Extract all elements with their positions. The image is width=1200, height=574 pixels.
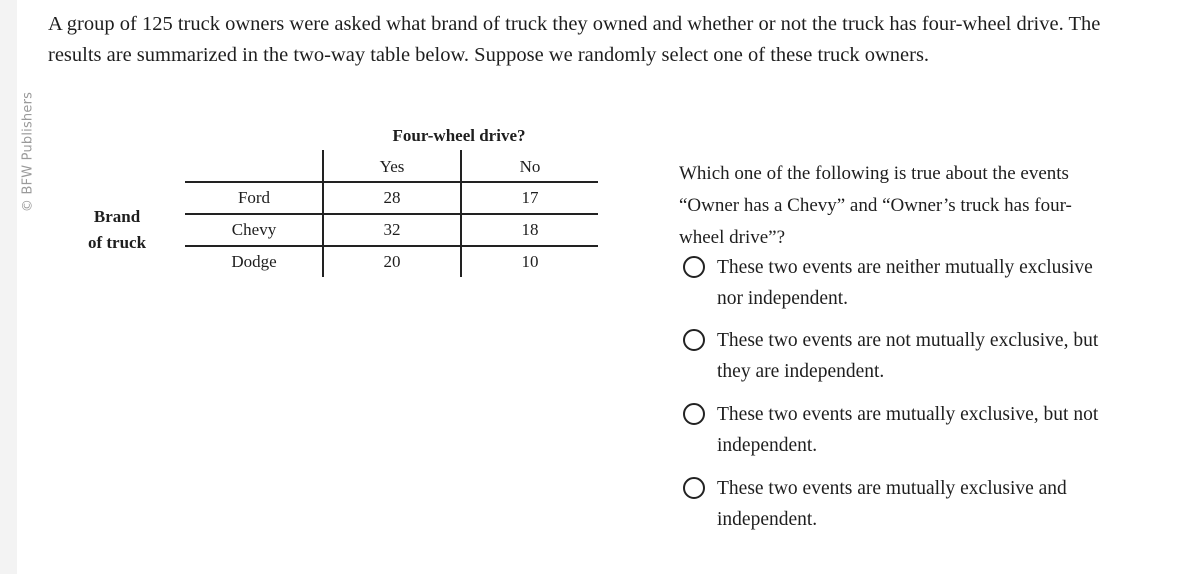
question-line-1: Which one of the following is true about the events (679, 163, 1069, 184)
radio-button[interactable] (683, 329, 705, 351)
cell: 20 (383, 252, 401, 271)
table-column-rule (460, 150, 462, 277)
table-column-rule (322, 150, 324, 277)
cell: 10 (521, 252, 539, 271)
option-text (717, 399, 1098, 461)
cell: 17 (521, 188, 539, 207)
radio-button[interactable] (683, 403, 705, 425)
table-rule (185, 181, 598, 183)
intro-line-2: results are summarized in the two-way table below. Suppose we randomly select one of these truck owners. (48, 44, 930, 66)
option-line: they are independent. (717, 361, 885, 382)
table-rule (185, 245, 598, 247)
option-line: nor independent. (717, 288, 849, 309)
option-text (717, 473, 1067, 535)
column-header-no: No (519, 157, 541, 176)
option-line: These two events are mutually exclusive and (717, 478, 1067, 499)
column-title: Four-wheel drive? (392, 126, 526, 145)
table-rule (185, 213, 598, 215)
option-line: These two events are mutually exclusive, but not (717, 404, 1099, 425)
cell: 28 (383, 188, 401, 207)
option-line: independent. (717, 509, 818, 530)
question-line-2: “Owner has a Chevy” and “Owner’s truck has four- (679, 195, 1072, 216)
column-header-yes: Yes (379, 157, 405, 176)
copyright-credit: © BFW Publishers (20, 91, 36, 213)
option-line: These two events are not mutually exclusive, but (717, 330, 1099, 351)
intro-line-1: A group of 125 truck owners were asked what brand of truck they owned and whether or not the truck has four-wheel drive. The (48, 13, 1101, 35)
radio-button[interactable] (683, 477, 705, 499)
question-line-3: wheel drive”? (679, 227, 786, 248)
option-text (717, 252, 1093, 314)
row-label: Dodge (231, 252, 277, 271)
cell: 18 (521, 220, 539, 239)
option-line: independent. (717, 435, 818, 456)
side-strip (0, 0, 17, 574)
row-title-1: Brand (93, 207, 141, 226)
row-label: Chevy (231, 220, 277, 239)
option-text (717, 325, 1098, 387)
radio-button[interactable] (683, 256, 705, 278)
option-line: These two events are neither mutually exclusive (717, 257, 1093, 278)
row-title-2: of truck (87, 233, 147, 252)
row-label: Ford (237, 188, 271, 207)
cell: 32 (383, 220, 401, 239)
